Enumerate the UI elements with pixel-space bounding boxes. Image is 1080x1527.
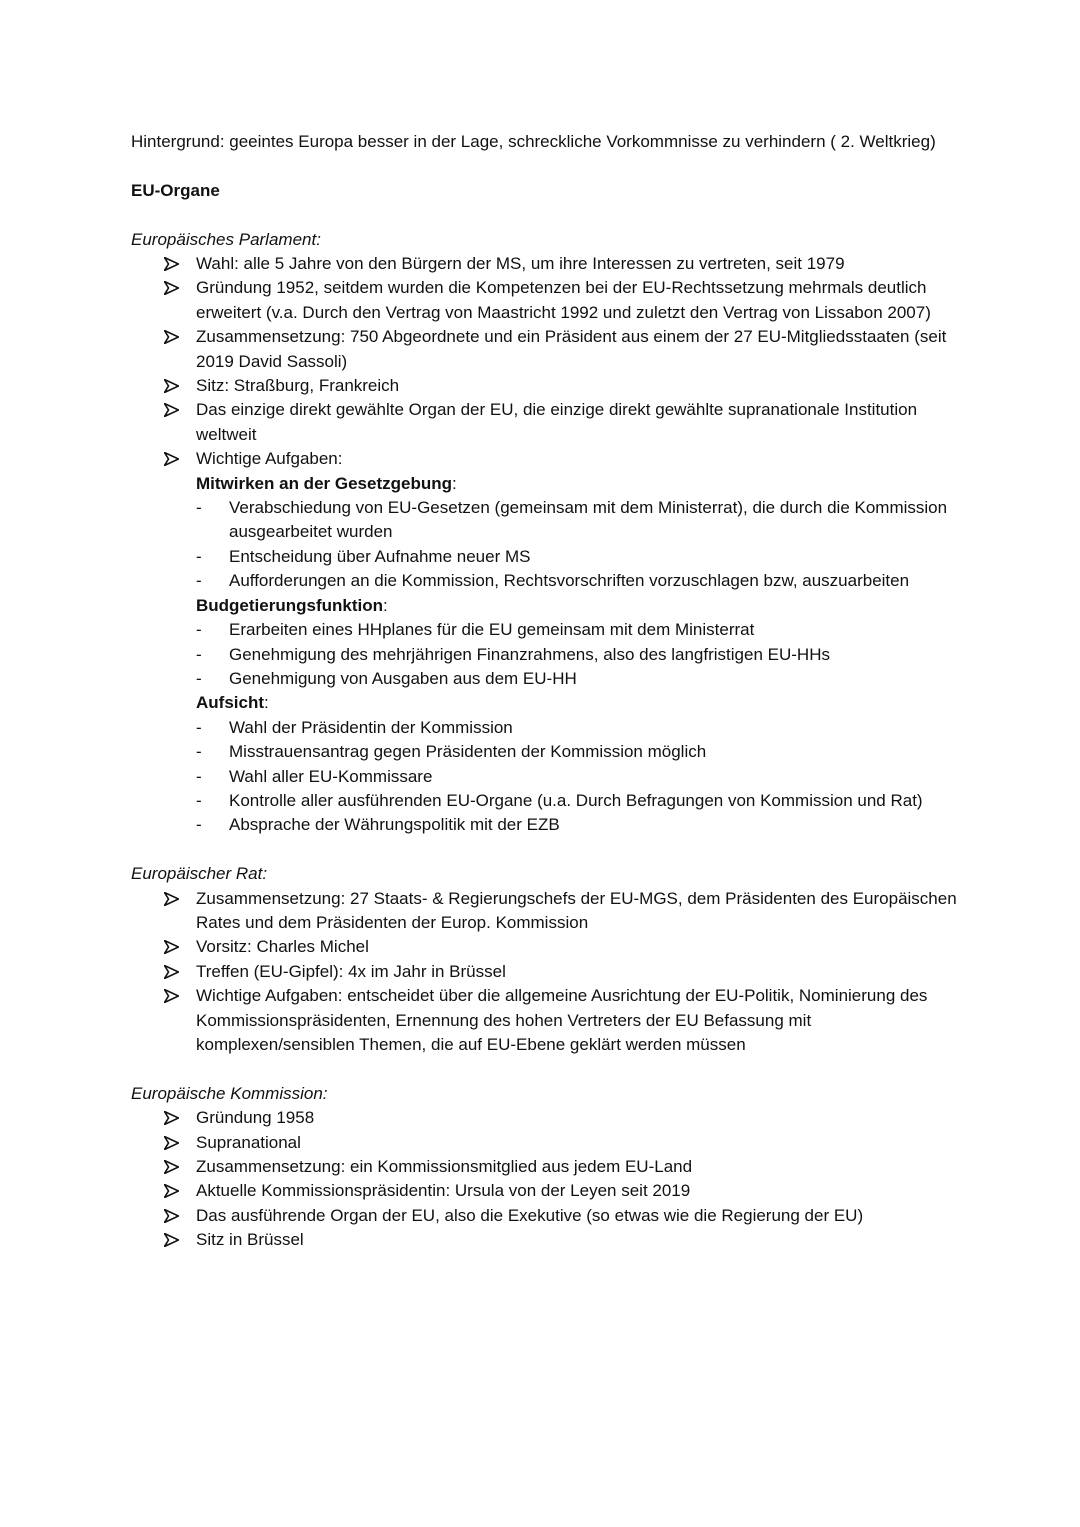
list-item: - Misstrauensantrag gegen Präsidenten der Kommission möglich (196, 740, 961, 764)
kommission-list (131, 1106, 961, 1252)
budget-list (196, 618, 961, 691)
arrow-bullet-icon (164, 1155, 182, 1179)
arrow-bullet-icon (164, 887, 182, 911)
dash-bullet: - (196, 742, 202, 762)
list-item: Das einzige direkt gewählte Organ der EU, die einzige direkt gewählte supranationale Institution weltweit (131, 398, 961, 447)
arrow-bullet-icon (164, 325, 182, 349)
subsection-title: Mitwirken an der Gesetzgebung (196, 473, 452, 493)
list-item: Vorsitz: Charles Michel (131, 935, 961, 959)
intro-text: Hintergrund: geeintes Europa besser in der Lage, schreckliche Vorkommnisse zu verhindern ( 2. Weltkrieg) (131, 132, 936, 151)
list-item: Sitz: Straßburg, Frankreich (131, 374, 961, 398)
list-item: - Erarbeiten eines HHplanes für die EU gemeinsam mit dem Ministerrat (196, 618, 961, 642)
spacer (131, 838, 961, 862)
list-item: - Entscheidung über Aufnahme neuer MS (196, 545, 961, 569)
list-item: - Wahl aller EU-Kommissare (196, 765, 961, 789)
list-item: Aktuelle Kommissionspräsidentin: Ursula von der Leyen seit 2019 (131, 1179, 961, 1203)
arrow-bullet-icon (164, 398, 182, 422)
spacer (131, 154, 961, 178)
dash-bullet: - (196, 546, 202, 566)
subsection-gesetzgebung (196, 472, 961, 594)
list-item: - Genehmigung von Ausgaben aus dem EU-HH (196, 667, 961, 691)
list-item: Supranational (131, 1131, 961, 1155)
list-item: - Wahl der Präsidentin der Kommission (196, 716, 961, 740)
parlament-list (131, 252, 961, 838)
list-item: Sitz in Brüssel (131, 1228, 961, 1252)
list-item: - Genehmigung des mehrjährigen Finanzrahmens, also des langfristigen EU-HHs (196, 643, 961, 667)
gesetz-list (196, 496, 961, 594)
arrow-bullet-icon (164, 1228, 182, 1252)
dash-bullet: - (196, 571, 202, 591)
arrow-bullet-icon (164, 984, 182, 1008)
dash-bullet: - (196, 644, 202, 664)
arrow-bullet-icon (164, 1106, 182, 1130)
colon: : (452, 473, 457, 493)
dash-bullet: - (196, 498, 202, 518)
dash-bullet: - (196, 790, 202, 810)
list-item: Zusammensetzung: 27 Staats- & Regierungschefs der EU-MGS, dem Präsidenten des Europäischen Rates und dem Präsidenten der Europ. Kommission (131, 887, 961, 936)
arrow-bullet-icon (164, 935, 182, 959)
subsection-aufsicht (196, 691, 961, 837)
arrow-bullet-icon (164, 374, 182, 398)
list-item: Gründung 1958 (131, 1106, 961, 1130)
dash-bullet: - (196, 717, 202, 737)
kommission-title: Europäische Kommission: (131, 1083, 328, 1103)
list-item: - Aufforderungen an die Kommission, Rechtsvorschriften vorzuschlagen bzw, auszuarbeiten (196, 569, 961, 593)
list-item: - Absprache der Währungspolitik mit der EZB (196, 813, 961, 837)
arrow-bullet-icon (164, 252, 182, 276)
rat-title: Europäischer Rat: (131, 864, 268, 884)
rat-list (131, 887, 961, 1058)
dash-bullet: - (196, 620, 202, 640)
list-item: Zusammensetzung: ein Kommissionsmitglied aus jedem EU-Land (131, 1155, 961, 1179)
arrow-bullet-icon (164, 447, 182, 471)
arrow-bullet-icon (164, 276, 182, 300)
spacer (131, 1057, 961, 1081)
dash-bullet: - (196, 668, 202, 688)
spacer (131, 203, 961, 227)
list-item: Das ausführende Organ der EU, also die Exekutive (so etwas wie die Regierung der EU) (131, 1204, 961, 1228)
arrow-bullet-icon (164, 960, 182, 984)
arrow-bullet-icon (164, 1131, 182, 1155)
subsection-title: Budgetierungsfunktion (196, 595, 383, 615)
section-heading: EU-Organe (131, 180, 220, 200)
aufsicht-list (196, 716, 961, 838)
arrow-bullet-icon (164, 1179, 182, 1203)
list-item: Gründung 1952, seitdem wurden die Kompetenzen bei der EU-Rechtssetzung mehrmals deutlich erweitert (v.a. Durch den Vertrag von Maastricht 1992 und zuletzt den Vertrag von Lissabon 2007) (131, 276, 961, 325)
list-item: - Verabschiedung von EU-Gesetzen (gemeinsam mit dem Ministerrat), die durch die Kommission ausgearbeitet wurden (196, 498, 948, 542)
colon: : (382, 595, 388, 615)
colon: : (264, 693, 269, 713)
list-item: Wichtige Aufgaben: entscheidet über die allgemeine Ausrichtung der EU-Politik, Nominierung des Kommissionspräsidenten, Ernennung des hohen Vertreters der EU Befassung mit komplexen/sensiblen Themen, die auf EU-Ebene geklärt werden müssen (131, 984, 961, 1057)
list-item: Wichtige Aufgaben: Mitwirken an der Gesetzgebung: - Verabschiedung von EU-Gesetzen (gemeinsam mit dem Ministerrat), die durch die Kommission ausgearbeitet wurden - Entscheidung über Aufnahme neuer MS - Aufforderungen an die Kommission, Rechtsvorschriften vorzuschlagen bzw, auszuarbeiten Budgetierungsfunktion: - Erarbeiten eines HHplanes für die EU gemeinsam mit dem Ministerrat - Genehmigung des mehrjährigen Finanzrahmens, also des langfristigen EU-HHs - Genehmigung von Ausgaben aus dem EU-HH Aufsicht: - Wahl der Präsidentin der Kommission - Misstrauensantrag gegen Präsidenten der Kommission möglich - Wahl aller EU-Kommissare - Kontrolle aller ausführenden EU-Organe (u.a. Durch Befragungen von Kommission und Rat) - Absprache der Währungspolitik mit der EZB (131, 447, 961, 838)
subsection-budget (196, 594, 961, 692)
list-item: Wahl: alle 5 Jahre von den Bürgern der MS, um ihre Interessen zu vertreten, seit 1979 (131, 252, 961, 276)
list-item: Zusammensetzung: 750 Abgeordnete und ein Präsident aus einem der 27 EU-Mitgliedsstaaten (seit 2019 David Sassoli) (131, 325, 961, 374)
dash-bullet: - (196, 815, 202, 835)
list-item: Treffen (EU-Gipfel): 4x im Jahr in Brüssel (131, 960, 961, 984)
dash-bullet: - (196, 766, 202, 786)
arrow-bullet-icon (164, 1204, 182, 1228)
subsection-title: Aufsicht (196, 693, 264, 713)
list-item: - Kontrolle aller ausführenden EU-Organe (u.a. Durch Befragungen von Kommission und Rat) (196, 789, 961, 813)
document-page (131, 130, 961, 1253)
parlament-title: Europäisches Parlament: (131, 229, 321, 249)
